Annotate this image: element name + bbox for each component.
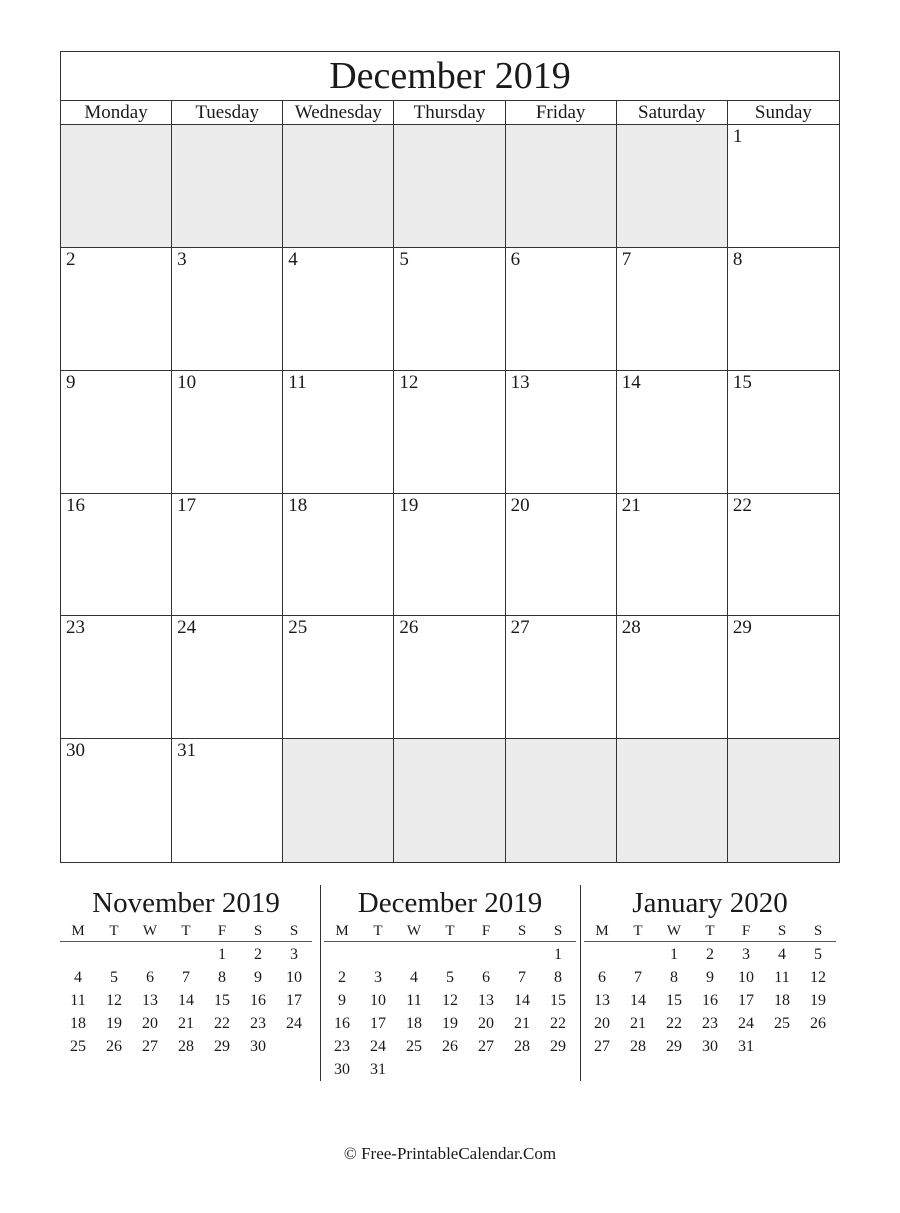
mini-day: [60, 943, 96, 966]
mini-day: [764, 1035, 800, 1058]
mini-day: 25: [70, 1038, 86, 1055]
mini-days-grid: [60, 942, 312, 1058]
mini-day: [800, 1035, 836, 1058]
mini-day: 25: [774, 1015, 790, 1032]
day-cell: 7: [617, 248, 728, 371]
empty-day-cell: [506, 739, 617, 862]
mini-calendar-december-2019: [324, 885, 576, 1081]
day-cell: 14: [617, 371, 728, 494]
mini-day: 8: [670, 969, 678, 986]
mini-day: 20: [478, 1015, 494, 1032]
mini-weekday-label: S: [517, 923, 527, 939]
weekday-label: Thursday: [394, 101, 505, 124]
mini-day: [168, 943, 204, 966]
day-cell: 30: [61, 739, 172, 862]
empty-day-cell: [283, 739, 394, 862]
mini-day: 3: [374, 969, 382, 986]
day-cell: 23: [61, 616, 172, 739]
main-calendar: [60, 51, 840, 863]
mini-day: 10: [738, 969, 754, 986]
day-cell: 4: [283, 248, 394, 371]
mini-day: 12: [106, 992, 122, 1009]
mini-weekday-label: T: [109, 923, 119, 939]
mini-weekday-label: T: [705, 923, 715, 939]
mini-day: 24: [286, 1015, 302, 1032]
mini-day: 1: [218, 946, 226, 963]
day-cell: 17: [172, 494, 283, 617]
mini-day: 4: [778, 946, 786, 963]
mini-day: 5: [814, 946, 822, 963]
mini-day: [432, 1058, 468, 1081]
mini-day: 4: [410, 969, 418, 986]
mini-day: 7: [518, 969, 526, 986]
mini-day: 26: [442, 1038, 458, 1055]
day-cell: 29: [728, 616, 839, 739]
mini-day: 11: [406, 992, 422, 1009]
mini-day: 15: [550, 992, 566, 1009]
mini-day: 27: [142, 1038, 158, 1055]
day-cell: 25: [283, 616, 394, 739]
calendar-grid: [61, 125, 839, 862]
mini-day: 10: [286, 969, 302, 986]
day-cell: 21: [617, 494, 728, 617]
mini-day: 19: [442, 1015, 458, 1032]
mini-weekday-label: T: [373, 923, 383, 939]
mini-day: 18: [774, 992, 790, 1009]
mini-day: [504, 1058, 540, 1081]
mini-day: 5: [110, 969, 118, 986]
mini-day: 13: [142, 992, 158, 1009]
day-cell: 20: [506, 494, 617, 617]
mini-day: 23: [334, 1038, 350, 1055]
mini-day: 17: [286, 992, 302, 1009]
empty-day-cell: [728, 739, 839, 862]
mini-day: 6: [598, 969, 606, 986]
mini-weekday-label: S: [289, 923, 299, 939]
mini-day: 25: [406, 1038, 422, 1055]
mini-day: 20: [594, 1015, 610, 1032]
mini-day: 8: [218, 969, 226, 986]
day-cell: 6: [506, 248, 617, 371]
mini-weekday-label: S: [253, 923, 263, 939]
mini-day: 28: [514, 1038, 530, 1055]
mini-day: 12: [810, 969, 826, 986]
mini-days-grid: [584, 942, 836, 1058]
mini-weekday-label: W: [142, 923, 158, 939]
day-cell: 27: [506, 616, 617, 739]
mini-day: 14: [630, 992, 646, 1009]
mini-day: 24: [370, 1038, 386, 1055]
empty-day-cell: [617, 739, 728, 862]
day-cell: 31: [172, 739, 283, 862]
mini-day: 6: [482, 969, 490, 986]
mini-day: [468, 943, 504, 966]
mini-day: 6: [146, 969, 154, 986]
weekday-label: Monday: [61, 101, 172, 124]
mini-day: [468, 1058, 504, 1081]
mini-day: 22: [550, 1015, 566, 1032]
mini-weekday-label: T: [181, 923, 191, 939]
weekday-label: Saturday: [617, 101, 728, 124]
mini-weekday-label: T: [633, 923, 643, 939]
day-cell: 13: [506, 371, 617, 494]
divider: [320, 885, 321, 1081]
mini-weekday-label: T: [445, 923, 455, 939]
day-cell: 8: [728, 248, 839, 371]
mini-calendar-january-2020: [584, 885, 836, 1058]
weekday-header-row: [61, 101, 839, 125]
mini-weekday-label: S: [553, 923, 563, 939]
mini-day: [96, 943, 132, 966]
mini-day: 9: [706, 969, 714, 986]
mini-weekday-label: F: [217, 923, 227, 939]
mini-day: 20: [142, 1015, 158, 1032]
mini-day: [620, 943, 656, 966]
day-cell: 9: [61, 371, 172, 494]
mini-day: 21: [178, 1015, 194, 1032]
empty-day-cell: [61, 125, 172, 248]
day-cell: 28: [617, 616, 728, 739]
mini-day: 11: [70, 992, 86, 1009]
mini-weekday-label: M: [595, 923, 609, 939]
mini-day: 29: [214, 1038, 230, 1055]
day-cell: 11: [283, 371, 394, 494]
empty-day-cell: [394, 739, 505, 862]
mini-day: 9: [338, 992, 346, 1009]
mini-day: 24: [738, 1015, 754, 1032]
empty-day-cell: [617, 125, 728, 248]
mini-day: 22: [666, 1015, 682, 1032]
mini-day: 17: [370, 1015, 386, 1032]
day-cell: 24: [172, 616, 283, 739]
mini-weekday-label: M: [71, 923, 85, 939]
mini-day: 22: [214, 1015, 230, 1032]
day-cell: 18: [283, 494, 394, 617]
mini-day: 30: [334, 1061, 350, 1078]
day-cell: 3: [172, 248, 283, 371]
mini-day: 28: [178, 1038, 194, 1055]
mini-day: 14: [514, 992, 530, 1009]
main-calendar-title: December 2019: [61, 52, 839, 101]
mini-day: 2: [254, 946, 262, 963]
mini-day: 27: [594, 1038, 610, 1055]
mini-day: [504, 943, 540, 966]
mini-day: 19: [106, 1015, 122, 1032]
empty-day-cell: [283, 125, 394, 248]
mini-weekday-row: [60, 921, 312, 942]
mini-day: 28: [630, 1038, 646, 1055]
mini-day: 23: [250, 1015, 266, 1032]
mini-day: 30: [250, 1038, 266, 1055]
mini-day: 16: [702, 992, 718, 1009]
mini-day: 7: [634, 969, 642, 986]
mini-calendar-title: January 2020: [632, 887, 788, 919]
mini-weekday-label: F: [741, 923, 751, 939]
weekday-label: Wednesday: [283, 101, 394, 124]
mini-day: [396, 1058, 432, 1081]
mini-day: 13: [594, 992, 610, 1009]
mini-day: 12: [442, 992, 458, 1009]
mini-calendars: [60, 885, 840, 1081]
day-cell: 10: [172, 371, 283, 494]
day-cell: 12: [394, 371, 505, 494]
mini-day: 1: [670, 946, 678, 963]
empty-day-cell: [506, 125, 617, 248]
day-cell: 5: [394, 248, 505, 371]
weekday-label: Friday: [506, 101, 617, 124]
footer-credit: © Free-PrintableCalendar.Com: [343, 1144, 557, 1163]
mini-day: 8: [554, 969, 562, 986]
mini-day: 21: [630, 1015, 646, 1032]
empty-day-cell: [394, 125, 505, 248]
mini-weekday-label: M: [335, 923, 349, 939]
mini-day: 29: [666, 1038, 682, 1055]
mini-day: 3: [742, 946, 750, 963]
mini-day: 15: [214, 992, 230, 1009]
mini-day: 26: [810, 1015, 826, 1032]
mini-day: 4: [74, 969, 82, 986]
mini-weekday-label: S: [813, 923, 823, 939]
mini-day: 2: [338, 969, 346, 986]
mini-weekday-row: [584, 921, 836, 942]
mini-day: 14: [178, 992, 194, 1009]
mini-day: 5: [446, 969, 454, 986]
day-cell: 19: [394, 494, 505, 617]
mini-weekday-label: W: [406, 923, 422, 939]
mini-day: 31: [738, 1038, 754, 1055]
day-cell: 15: [728, 371, 839, 494]
empty-day-cell: [172, 125, 283, 248]
mini-day: 3: [290, 946, 298, 963]
mini-day: 31: [370, 1061, 386, 1078]
mini-day: 17: [738, 992, 754, 1009]
day-cell: 16: [61, 494, 172, 617]
mini-day: 29: [550, 1038, 566, 1055]
mini-weekday-label: W: [666, 923, 682, 939]
mini-day: 18: [406, 1015, 422, 1032]
mini-day: [540, 1058, 576, 1081]
mini-day: 10: [370, 992, 386, 1009]
mini-calendar-title: December 2019: [357, 887, 543, 919]
mini-day: 9: [254, 969, 262, 986]
mini-weekday-label: F: [481, 923, 491, 939]
day-cell: 2: [61, 248, 172, 371]
mini-day: 1: [554, 946, 562, 963]
mini-day: [396, 943, 432, 966]
mini-day: 21: [514, 1015, 530, 1032]
mini-day: [276, 1035, 312, 1058]
mini-weekday-row: [324, 921, 576, 942]
mini-day: 15: [666, 992, 682, 1009]
weekday-label: Sunday: [754, 102, 812, 123]
mini-day: 23: [702, 1015, 718, 1032]
mini-day: 11: [774, 969, 790, 986]
mini-day: 7: [182, 969, 190, 986]
divider: [580, 885, 581, 1081]
mini-day: [360, 943, 396, 966]
mini-day: [132, 943, 168, 966]
mini-day: [324, 943, 360, 966]
mini-day: 2: [706, 946, 714, 963]
mini-days-grid: [324, 942, 576, 1081]
day-cell: 1: [728, 125, 839, 248]
mini-day: 30: [702, 1038, 718, 1055]
weekday-label: Tuesday: [172, 101, 283, 124]
mini-calendar-november-2019: [60, 885, 312, 1058]
mini-day: [584, 943, 620, 966]
mini-day: [432, 943, 468, 966]
mini-calendar-title: November 2019: [92, 887, 280, 919]
mini-day: 16: [250, 992, 266, 1009]
mini-day: 27: [478, 1038, 494, 1055]
mini-day: 18: [70, 1015, 86, 1032]
mini-day: 13: [478, 992, 494, 1009]
mini-day: 16: [334, 1015, 350, 1032]
mini-day: 19: [810, 992, 826, 1009]
mini-day: 26: [106, 1038, 122, 1055]
day-cell: 22: [728, 494, 839, 617]
mini-weekday-label: S: [777, 923, 787, 939]
day-cell: 26: [394, 616, 505, 739]
